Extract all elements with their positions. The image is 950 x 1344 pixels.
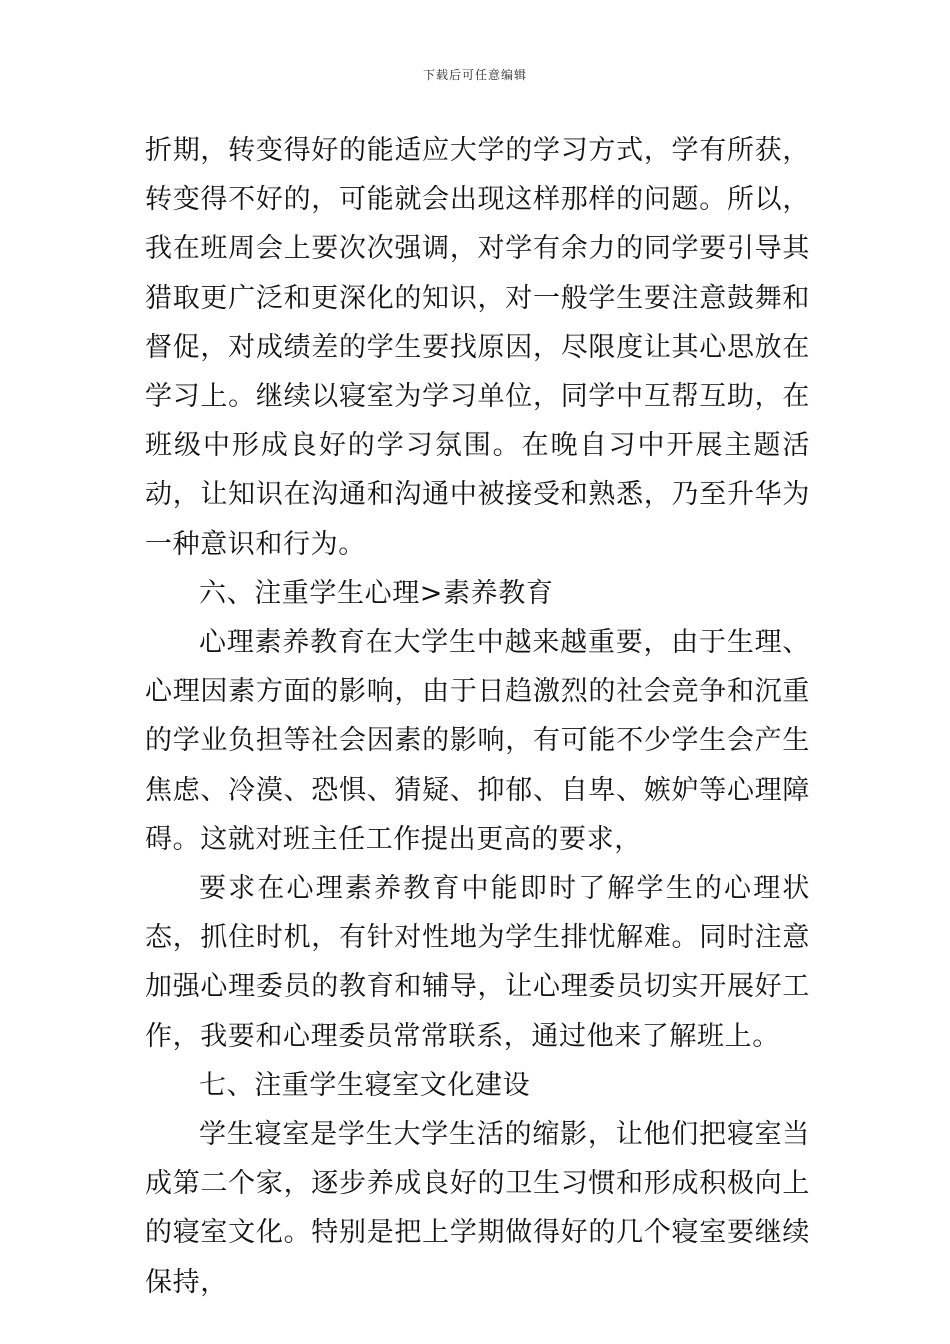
document-body xyxy=(145,126,810,1307)
section-heading-six: 六、注重学生心理>素养教育 xyxy=(199,577,554,609)
paragraph-psychology: 心理素养教育在大学生中越来越重要，由于生理、心理因素方面的影响，由于日趋激烈的社会竞争和沉重的学业负担等社会因素的影响，有可能不少学生会产生焦虑、冷漠、恐惧、猜疑、抑郁、自卑、嫉妒等心理障碍。这就对班主任工作提出更高的要求， xyxy=(145,627,810,855)
page-header: 下载后可任意编辑 xyxy=(422,68,527,82)
paragraph-psychology-requirements: 要求在心理素养教育中能即时了解学生的心理状态，抓住时机，有针对性地为学生排忧解难。同时注意加强心理委员的教育和辅导，让心理委员切实开展好工作，我要和心理委员常常联系，通过他来了解班上。 xyxy=(145,873,810,1052)
section-heading-seven: 七、注重学生寝室文化建设 xyxy=(199,1069,531,1101)
paragraph-continuation: 折期，转变得好的能适应大学的学习方式，学有所获，转变得不好的，可能就会出现这样那样的问题。所以，我在班周会上要次次强调，对学有余力的同学要引导其猎取更广泛和更深化的知识，对一般学生要注意鼓舞和督促，对成绩差的学生要找原因，尽限度让其心思放在学习上。继续以寝室为学习单位，同学中互帮互助，在班级中形成良好的学习氛围。在晚自习中开展主题活动，让知识在沟通和沟通中被接受和熟悉，乃至升华为一种意识和行为。 xyxy=(145,135,810,560)
paragraph-dorm-culture: 学生寝室是学生大学生活的缩影，让他们把寝室当成第二个家，逐步养成良好的卫生习惯和形成积极向上的寝室文化。特别是把上学期做得好的几个寝室要继续保持， xyxy=(145,1119,810,1298)
